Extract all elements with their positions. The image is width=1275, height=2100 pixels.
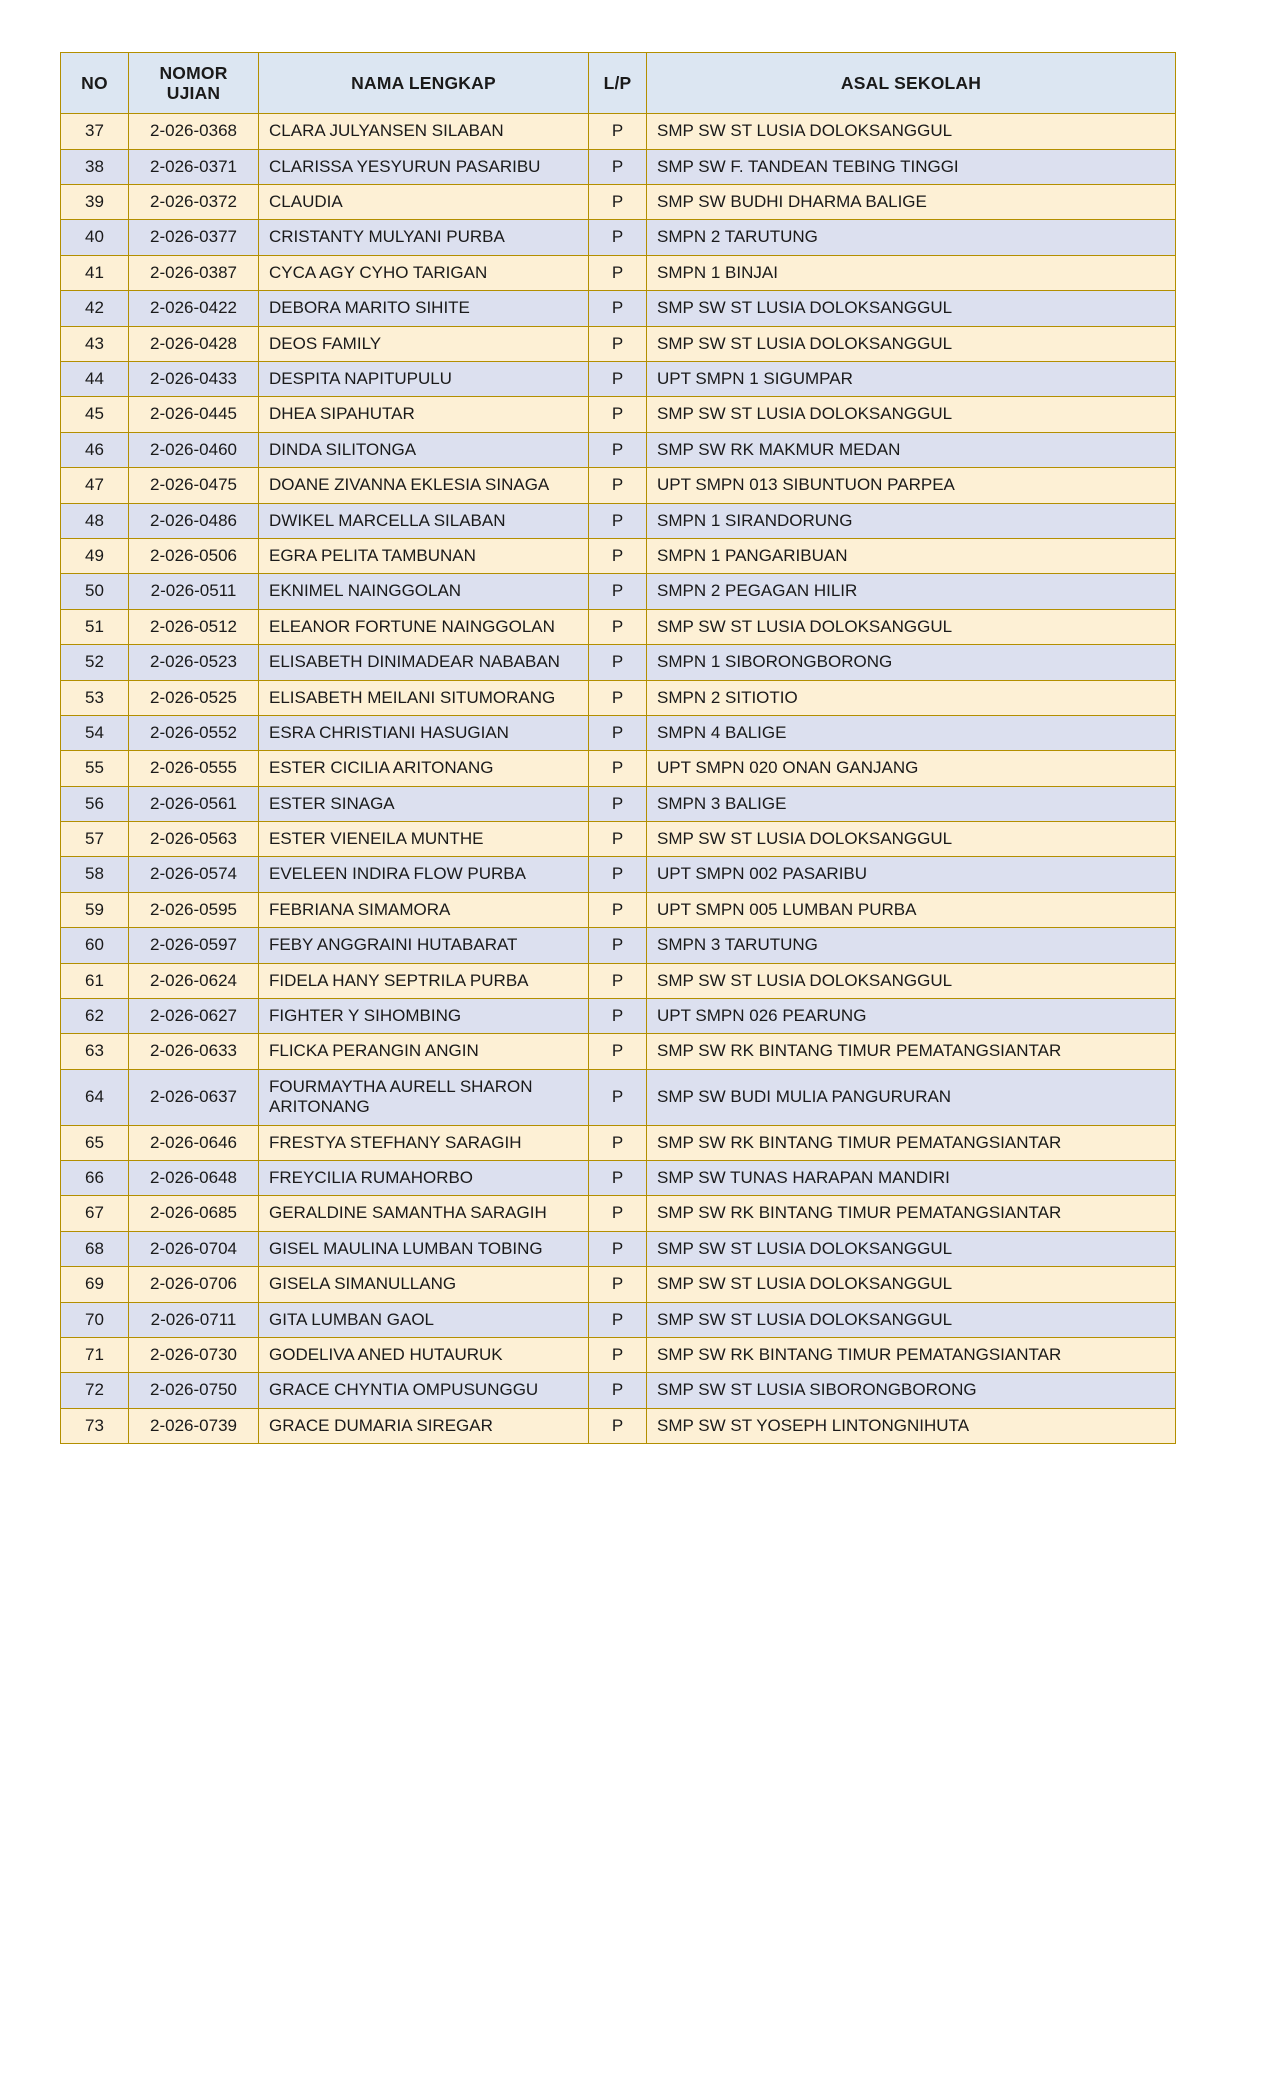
column-header-nama-lengkap: NAMA LENGKAP	[259, 53, 589, 114]
cell-no: 55	[61, 751, 129, 786]
column-header-asal-sekolah: ASAL SEKOLAH	[647, 53, 1176, 114]
cell-nomor-ujian: 2-026-0706	[129, 1267, 259, 1302]
cell-asal-sekolah: SMP SW ST LUSIA DOLOKSANGGUL	[647, 1231, 1176, 1266]
cell-asal-sekolah: UPT SMPN 013 SIBUNTUON PARPEA	[647, 468, 1176, 503]
cell-nomor-ujian: 2-026-0422	[129, 291, 259, 326]
cell-asal-sekolah: SMPN 2 TARUTUNG	[647, 220, 1176, 255]
cell-nama-lengkap: ELISABETH DINIMADEAR NABABAN	[259, 645, 589, 680]
cell-lp: P	[589, 538, 647, 573]
cell-nama-lengkap: GRACE DUMARIA SIREGAR	[259, 1408, 589, 1443]
cell-nama-lengkap: FLICKA PERANGIN ANGIN	[259, 1034, 589, 1069]
table-row	[61, 1302, 1176, 1337]
cell-nama-lengkap: EGRA PELITA TAMBUNAN	[259, 538, 589, 573]
cell-no: 71	[61, 1337, 129, 1372]
cell-lp: P	[589, 999, 647, 1034]
cell-nomor-ujian: 2-026-0387	[129, 255, 259, 290]
table-header-row	[61, 53, 1176, 114]
cell-lp: P	[589, 680, 647, 715]
cell-lp: P	[589, 326, 647, 361]
cell-asal-sekolah: SMP SW ST LUSIA DOLOKSANGGUL	[647, 326, 1176, 361]
cell-lp: P	[589, 1302, 647, 1337]
cell-nama-lengkap: GISEL MAULINA LUMBAN TOBING	[259, 1231, 589, 1266]
cell-asal-sekolah: SMP SW BUDI MULIA PANGURURAN	[647, 1069, 1176, 1125]
cell-lp: P	[589, 468, 647, 503]
cell-nomor-ujian: 2-026-0685	[129, 1196, 259, 1231]
participant-table	[60, 52, 1176, 1444]
table-row	[61, 361, 1176, 396]
cell-no: 44	[61, 361, 129, 396]
table-row	[61, 574, 1176, 609]
cell-no: 61	[61, 963, 129, 998]
cell-no: 50	[61, 574, 129, 609]
table-row	[61, 291, 1176, 326]
table-row	[61, 397, 1176, 432]
cell-lp: P	[589, 751, 647, 786]
cell-lp: P	[589, 857, 647, 892]
cell-no: 56	[61, 786, 129, 821]
cell-asal-sekolah: SMP SW F. TANDEAN TEBING TINGGI	[647, 149, 1176, 184]
cell-nomor-ujian: 2-026-0574	[129, 857, 259, 892]
cell-lp: P	[589, 1231, 647, 1266]
table-row	[61, 1160, 1176, 1195]
cell-asal-sekolah: SMP SW BUDHI DHARMA BALIGE	[647, 185, 1176, 220]
cell-lp: P	[589, 114, 647, 149]
cell-lp: P	[589, 963, 647, 998]
table-row	[61, 1231, 1176, 1266]
cell-no: 52	[61, 645, 129, 680]
cell-lp: P	[589, 503, 647, 538]
cell-lp: P	[589, 609, 647, 644]
cell-nama-lengkap: GODELIVA ANED HUTAURUK	[259, 1337, 589, 1372]
cell-lp: P	[589, 220, 647, 255]
cell-no: 73	[61, 1408, 129, 1443]
table-row	[61, 1069, 1176, 1125]
table-row	[61, 1125, 1176, 1160]
cell-lp: P	[589, 574, 647, 609]
cell-nama-lengkap: DOANE ZIVANNA EKLESIA SINAGA	[259, 468, 589, 503]
cell-no: 64	[61, 1069, 129, 1125]
table-header	[61, 53, 1176, 114]
cell-nama-lengkap: EKNIMEL NAINGGOLAN	[259, 574, 589, 609]
cell-nomor-ujian: 2-026-0486	[129, 503, 259, 538]
cell-asal-sekolah: SMP SW RK BINTANG TIMUR PEMATANGSIANTAR	[647, 1034, 1176, 1069]
cell-lp: P	[589, 715, 647, 750]
cell-no: 59	[61, 892, 129, 927]
table-row	[61, 255, 1176, 290]
cell-nomor-ujian: 2-026-0552	[129, 715, 259, 750]
cell-asal-sekolah: SMPN 1 PANGARIBUAN	[647, 538, 1176, 573]
cell-no: 47	[61, 468, 129, 503]
cell-nama-lengkap: CLAUDIA	[259, 185, 589, 220]
cell-lp: P	[589, 1069, 647, 1125]
cell-asal-sekolah: SMPN 2 SITIOTIO	[647, 680, 1176, 715]
table-row	[61, 715, 1176, 750]
cell-asal-sekolah: SMPN 4 BALIGE	[647, 715, 1176, 750]
cell-no: 46	[61, 432, 129, 467]
cell-nama-lengkap: GRACE CHYNTIA OMPUSUNGGU	[259, 1373, 589, 1408]
table-row	[61, 1408, 1176, 1443]
cell-no: 43	[61, 326, 129, 361]
cell-asal-sekolah: SMPN 1 BINJAI	[647, 255, 1176, 290]
cell-nomor-ujian: 2-026-0371	[129, 149, 259, 184]
table-row	[61, 999, 1176, 1034]
cell-nomor-ujian: 2-026-0595	[129, 892, 259, 927]
cell-lp: P	[589, 892, 647, 927]
cell-asal-sekolah: SMP SW TUNAS HARAPAN MANDIRI	[647, 1160, 1176, 1195]
cell-nomor-ujian: 2-026-0597	[129, 928, 259, 963]
cell-nomor-ujian: 2-026-0627	[129, 999, 259, 1034]
cell-nomor-ujian: 2-026-0648	[129, 1160, 259, 1195]
cell-nama-lengkap: FIDELA HANY SEPTRILA PURBA	[259, 963, 589, 998]
table-row	[61, 538, 1176, 573]
cell-no: 68	[61, 1231, 129, 1266]
cell-asal-sekolah: UPT SMPN 005 LUMBAN PURBA	[647, 892, 1176, 927]
cell-asal-sekolah: SMPN 3 TARUTUNG	[647, 928, 1176, 963]
table-row	[61, 786, 1176, 821]
cell-lp: P	[589, 1125, 647, 1160]
cell-no: 62	[61, 999, 129, 1034]
table-row	[61, 1337, 1176, 1372]
cell-lp: P	[589, 361, 647, 396]
cell-nama-lengkap: ESTER SINAGA	[259, 786, 589, 821]
cell-asal-sekolah: SMP SW ST LUSIA DOLOKSANGGUL	[647, 291, 1176, 326]
table-row	[61, 432, 1176, 467]
cell-lp: P	[589, 432, 647, 467]
cell-nomor-ujian: 2-026-0561	[129, 786, 259, 821]
cell-no: 65	[61, 1125, 129, 1160]
cell-nama-lengkap: GERALDINE SAMANTHA SARAGIH	[259, 1196, 589, 1231]
cell-asal-sekolah: SMPN 1 SIRANDORUNG	[647, 503, 1176, 538]
cell-nama-lengkap: ESTER CICILIA ARITONANG	[259, 751, 589, 786]
table-row	[61, 185, 1176, 220]
cell-nomor-ujian: 2-026-0563	[129, 822, 259, 857]
cell-nomor-ujian: 2-026-0428	[129, 326, 259, 361]
cell-lp: P	[589, 291, 647, 326]
cell-no: 67	[61, 1196, 129, 1231]
table-row	[61, 503, 1176, 538]
cell-no: 38	[61, 149, 129, 184]
cell-nomor-ujian: 2-026-0368	[129, 114, 259, 149]
cell-nomor-ujian: 2-026-0704	[129, 1231, 259, 1266]
cell-nama-lengkap: CLARISSA YESYURUN PASARIBU	[259, 149, 589, 184]
cell-asal-sekolah: UPT SMPN 002 PASARIBU	[647, 857, 1176, 892]
cell-no: 63	[61, 1034, 129, 1069]
cell-lp: P	[589, 822, 647, 857]
cell-no: 54	[61, 715, 129, 750]
table-row	[61, 220, 1176, 255]
cell-nama-lengkap: ESRA CHRISTIANI HASUGIAN	[259, 715, 589, 750]
cell-lp: P	[589, 1034, 647, 1069]
cell-no: 39	[61, 185, 129, 220]
cell-nama-lengkap: FREYCILIA RUMAHORBO	[259, 1160, 589, 1195]
cell-no: 53	[61, 680, 129, 715]
column-header-nomor-ujian: NOMOR UJIAN	[129, 53, 259, 114]
cell-lp: P	[589, 149, 647, 184]
cell-nama-lengkap: CLARA JULYANSEN SILABAN	[259, 114, 589, 149]
cell-no: 70	[61, 1302, 129, 1337]
cell-nama-lengkap: ELISABETH MEILANI SITUMORANG	[259, 680, 589, 715]
cell-nama-lengkap: DINDA SILITONGA	[259, 432, 589, 467]
cell-nama-lengkap: FIGHTER Y SIHOMBING	[259, 999, 589, 1034]
cell-nama-lengkap: DEBORA MARITO SIHITE	[259, 291, 589, 326]
cell-no: 51	[61, 609, 129, 644]
cell-nomor-ujian: 2-026-0511	[129, 574, 259, 609]
cell-asal-sekolah: SMP SW RK BINTANG TIMUR PEMATANGSIANTAR	[647, 1125, 1176, 1160]
table-row	[61, 149, 1176, 184]
cell-no: 40	[61, 220, 129, 255]
table-row	[61, 892, 1176, 927]
cell-asal-sekolah: SMP SW ST LUSIA DOLOKSANGGUL	[647, 822, 1176, 857]
cell-nomor-ujian: 2-026-0523	[129, 645, 259, 680]
cell-asal-sekolah: SMP SW ST LUSIA DOLOKSANGGUL	[647, 609, 1176, 644]
cell-nama-lengkap: FOURMAYTHA AURELL SHARON ARITONANG	[259, 1069, 589, 1125]
cell-nama-lengkap: FEBRIANA SIMAMORA	[259, 892, 589, 927]
cell-nama-lengkap: GISELA SIMANULLANG	[259, 1267, 589, 1302]
cell-no: 60	[61, 928, 129, 963]
cell-nomor-ujian: 2-026-0633	[129, 1034, 259, 1069]
cell-nomor-ujian: 2-026-0739	[129, 1408, 259, 1443]
cell-nomor-ujian: 2-026-0372	[129, 185, 259, 220]
cell-no: 45	[61, 397, 129, 432]
cell-asal-sekolah: SMPN 2 PEGAGAN HILIR	[647, 574, 1176, 609]
cell-nomor-ujian: 2-026-0475	[129, 468, 259, 503]
cell-nomor-ujian: 2-026-0525	[129, 680, 259, 715]
cell-nama-lengkap: ELEANOR FORTUNE NAINGGOLAN	[259, 609, 589, 644]
cell-lp: P	[589, 645, 647, 680]
cell-nomor-ujian: 2-026-0637	[129, 1069, 259, 1125]
cell-nama-lengkap: GITA LUMBAN GAOL	[259, 1302, 589, 1337]
cell-asal-sekolah: UPT SMPN 026 PEARUNG	[647, 999, 1176, 1034]
cell-nomor-ujian: 2-026-0711	[129, 1302, 259, 1337]
table-row	[61, 751, 1176, 786]
cell-asal-sekolah: SMPN 1 SIBORONGBORONG	[647, 645, 1176, 680]
cell-no: 69	[61, 1267, 129, 1302]
cell-lp: P	[589, 397, 647, 432]
cell-asal-sekolah: SMP SW ST LUSIA DOLOKSANGGUL	[647, 114, 1176, 149]
cell-lp: P	[589, 1408, 647, 1443]
cell-asal-sekolah: SMP SW RK BINTANG TIMUR PEMATANGSIANTAR	[647, 1196, 1176, 1231]
cell-asal-sekolah: SMPN 3 BALIGE	[647, 786, 1176, 821]
cell-nomor-ujian: 2-026-0506	[129, 538, 259, 573]
cell-lp: P	[589, 1373, 647, 1408]
table-row	[61, 680, 1176, 715]
cell-lp: P	[589, 1196, 647, 1231]
cell-lp: P	[589, 786, 647, 821]
cell-lp: P	[589, 928, 647, 963]
cell-nomor-ujian: 2-026-0624	[129, 963, 259, 998]
table-row	[61, 609, 1176, 644]
cell-no: 49	[61, 538, 129, 573]
cell-nomor-ujian: 2-026-0750	[129, 1373, 259, 1408]
cell-nomor-ujian: 2-026-0377	[129, 220, 259, 255]
cell-no: 58	[61, 857, 129, 892]
cell-nomor-ujian: 2-026-0646	[129, 1125, 259, 1160]
cell-asal-sekolah: SMP SW ST LUSIA DOLOKSANGGUL	[647, 1267, 1176, 1302]
cell-nama-lengkap: ESTER VIENEILA MUNTHE	[259, 822, 589, 857]
table-row	[61, 963, 1176, 998]
cell-lp: P	[589, 255, 647, 290]
cell-asal-sekolah: SMP SW RK MAKMUR MEDAN	[647, 432, 1176, 467]
cell-asal-sekolah: SMP SW ST LUSIA SIBORONGBORONG	[647, 1373, 1176, 1408]
cell-no: 72	[61, 1373, 129, 1408]
table-row	[61, 1373, 1176, 1408]
cell-nomor-ujian: 2-026-0460	[129, 432, 259, 467]
table-row	[61, 857, 1176, 892]
cell-nomor-ujian: 2-026-0730	[129, 1337, 259, 1372]
cell-asal-sekolah: SMP SW ST LUSIA DOLOKSANGGUL	[647, 963, 1176, 998]
table-row	[61, 1267, 1176, 1302]
table-row	[61, 1034, 1176, 1069]
cell-nomor-ujian: 2-026-0445	[129, 397, 259, 432]
cell-nomor-ujian: 2-026-0433	[129, 361, 259, 396]
table-row	[61, 928, 1176, 963]
cell-asal-sekolah: SMP SW ST LUSIA DOLOKSANGGUL	[647, 397, 1176, 432]
cell-nama-lengkap: CRISTANTY MULYANI PURBA	[259, 220, 589, 255]
table-row	[61, 822, 1176, 857]
cell-asal-sekolah: SMP SW RK BINTANG TIMUR PEMATANGSIANTAR	[647, 1337, 1176, 1372]
cell-asal-sekolah: SMP SW ST LUSIA DOLOKSANGGUL	[647, 1302, 1176, 1337]
cell-lp: P	[589, 1337, 647, 1372]
cell-no: 41	[61, 255, 129, 290]
cell-nomor-ujian: 2-026-0512	[129, 609, 259, 644]
cell-lp: P	[589, 1160, 647, 1195]
cell-nama-lengkap: DEOS FAMILY	[259, 326, 589, 361]
table-row	[61, 468, 1176, 503]
cell-nama-lengkap: CYCA AGY CYHO TARIGAN	[259, 255, 589, 290]
cell-no: 57	[61, 822, 129, 857]
table-row	[61, 1196, 1176, 1231]
table-row	[61, 114, 1176, 149]
cell-lp: P	[589, 1267, 647, 1302]
table-body	[61, 114, 1176, 1444]
cell-nama-lengkap: EVELEEN INDIRA FLOW PURBA	[259, 857, 589, 892]
column-header-no: NO	[61, 53, 129, 114]
cell-no: 42	[61, 291, 129, 326]
table-row	[61, 645, 1176, 680]
column-header-lp: L/P	[589, 53, 647, 114]
cell-asal-sekolah: SMP SW ST YOSEPH LINTONGNIHUTA	[647, 1408, 1176, 1443]
cell-nama-lengkap: DESPITA NAPITUPULU	[259, 361, 589, 396]
cell-nama-lengkap: DHEA SIPAHUTAR	[259, 397, 589, 432]
cell-lp: P	[589, 185, 647, 220]
cell-asal-sekolah: UPT SMPN 1 SIGUMPAR	[647, 361, 1176, 396]
cell-nama-lengkap: FEBY ANGGRAINI HUTABARAT	[259, 928, 589, 963]
cell-nomor-ujian: 2-026-0555	[129, 751, 259, 786]
cell-no: 66	[61, 1160, 129, 1195]
table-row	[61, 326, 1176, 361]
cell-no: 48	[61, 503, 129, 538]
cell-nama-lengkap: DWIKEL MARCELLA SILABAN	[259, 503, 589, 538]
cell-nama-lengkap: FRESTYA STEFHANY SARAGIH	[259, 1125, 589, 1160]
cell-asal-sekolah: UPT SMPN 020 ONAN GANJANG	[647, 751, 1176, 786]
cell-no: 37	[61, 114, 129, 149]
